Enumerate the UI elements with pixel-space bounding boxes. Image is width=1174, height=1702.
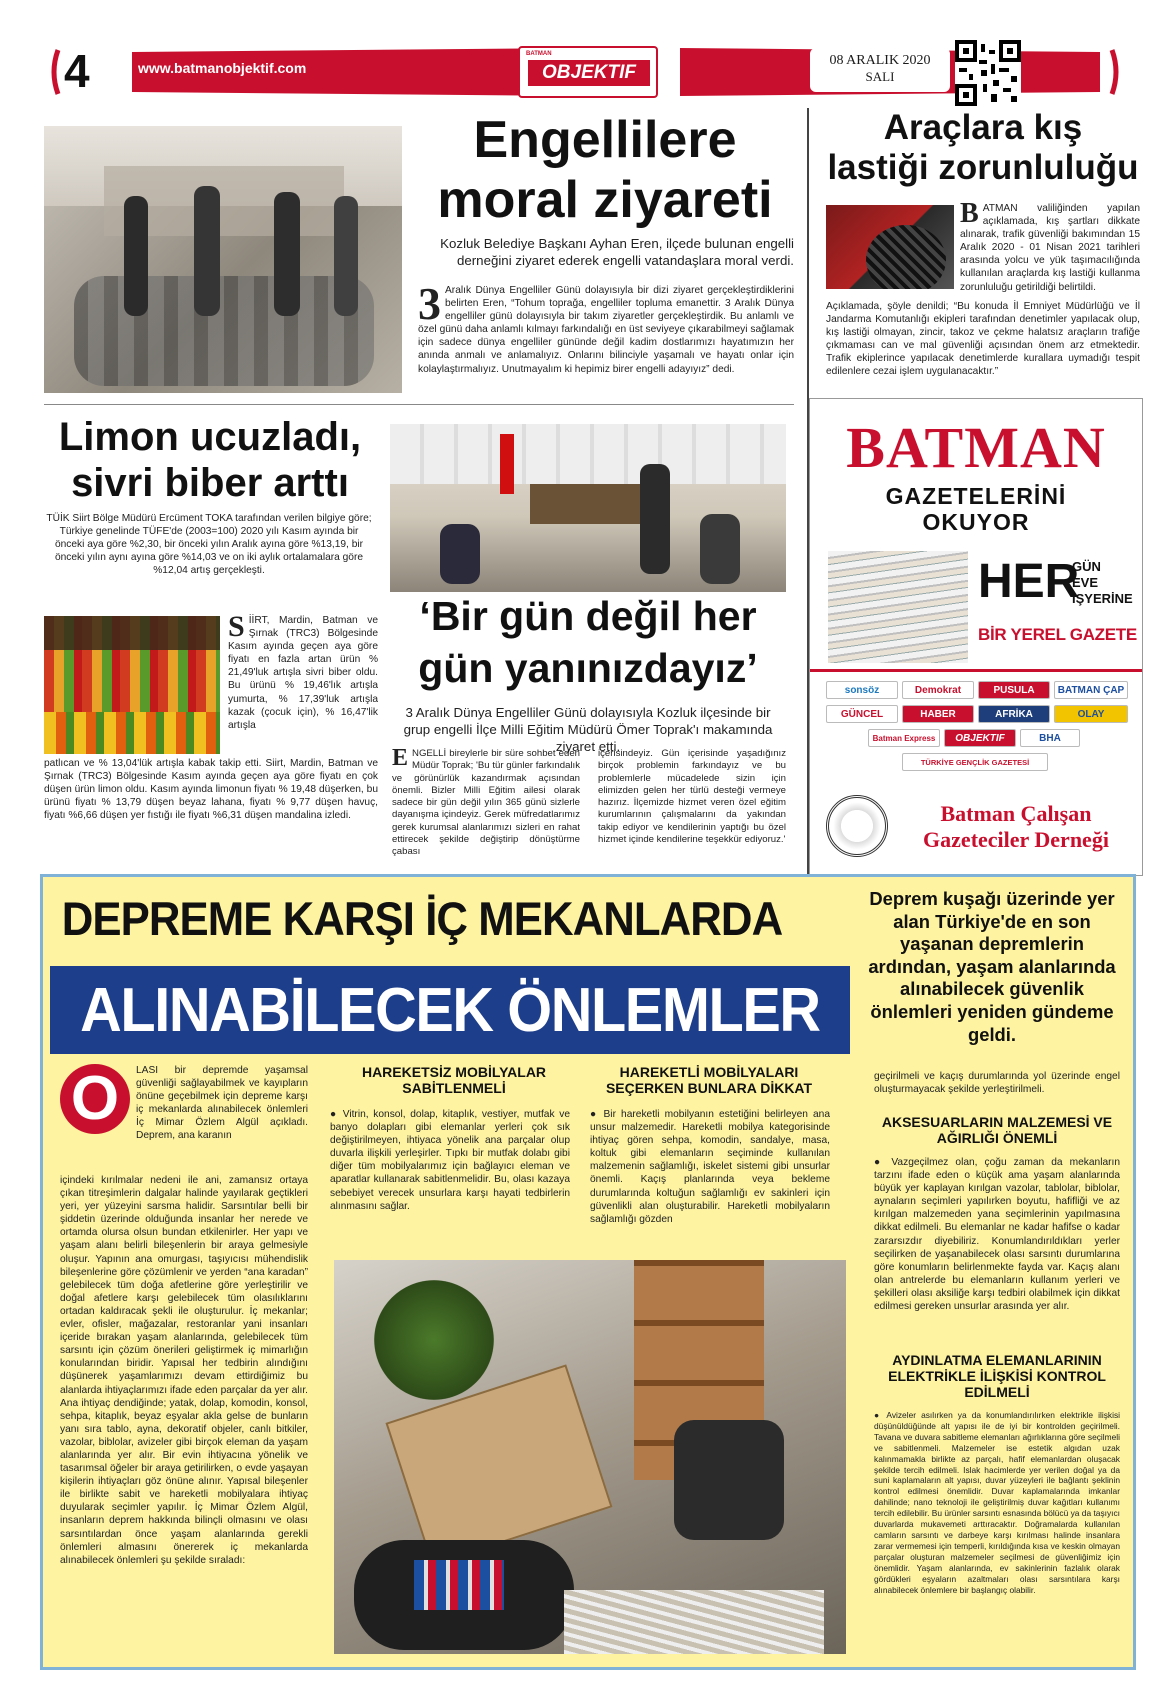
lighting-text: ● Avizeler asılırken ya da konumlandırılırken elektrikle ilişkisi düşünüldüğünde alt yapısı ile de iyi bir kontrolden geçirilmeli. Tavana ve duvara sabitleme elemanları ağırlıklarına göre seçilmeli ve sabitlenmeli. Malzemeler ise estetik algıdan uzak kalınmamakla birlikte az parçalı, hafif elemanlardan oluşacak şekilde tercih edilmeli. Islak hacimlerde yer verilen doğal ya da suni kaplamaların alt yapısı, duvar yüzeyleri ile bağlantı şeklinin kontrol edilmesi önemlidir. Duvar kaplamalarında imkanlar dahilinde; nano teknoloji ile geliştirilmiş duvar kağıtları kullanımı tercih edilebilir. Bu ürünler sarsıntı esnasında bölücü ya da taşıyıcı duvarlarda mukavemeti arttıracaktır. Doğramalarda kullanılan camların sarsıntı ve darbeye karşı kırılması halinde insanlara zarar vermemesi için temperli, kırıldığında kısa ve keskin olmayan parçalar oluşturan malzemeler seçilmesi de güvenliğimiz için önemlidir. Yaşam alanlarında, ev sakinlerinin fazlalık olarak gördükleri eşyaların azaltmaları olası sarsıntılara karşı alınabilecek önlemlere bir başlangıç olabilir.	[874, 1410, 1120, 1595]
visit-photo	[44, 126, 402, 393]
logo-haber: HABER	[902, 705, 974, 723]
page-number: 4	[64, 45, 90, 97]
logo-guncel: GÜNCEL	[826, 705, 898, 723]
section-rule	[44, 404, 794, 405]
article1-title	[410, 110, 800, 230]
heading-moving-furniture: HAREKETLİ MOBİLYALARI SEÇERKEN BUNLARA DİKKAT	[605, 1064, 813, 1096]
ad-eve: EVE	[1072, 575, 1099, 590]
logo-olay: OLAY	[1054, 705, 1128, 723]
article2-title	[818, 108, 1148, 188]
heading-static-furniture: HAREKETSİZ MOBİLYALAR SABİTLENMELİ	[361, 1064, 547, 1096]
article3-subtitle: TÜİK Siirt Bölge Müdürü Ercüment TOKA tarafından verilen bilgiye göre; Türkiye genelinde TÜFE'de (2003=100) 2020 yılı Kasım ayında bir önceki aya göre %2,30, bir önceki yılın Aralık ayına göre %13,19, bir önceki yılın aynı ayına göre %14,03 ve on iki aylık ortalamalara göre %12,04 artış gerçekleşti.	[46, 513, 372, 577]
qr-code-icon	[955, 40, 1021, 106]
logo-sonsoz: sonsöz	[826, 681, 898, 699]
logo-afrika: AFRİKA	[978, 705, 1050, 723]
masthead-logo-small: BATMAN	[526, 51, 552, 57]
article3-title-line2: sivri biber arttı	[71, 461, 349, 505]
article3-body-full: patlıcan ve % 13,04'lük artışla kabak takip etti. Siirt, Mardin, Batman ve Şırnak (TRC3) Bölgesinde Kasım ayında geçen aya göre fiyatı en çok düşen ürün limon oldu. Kasım ayında limonun fiyatı % 19,48 düşerken, bu ürünü fiyatı % 13,79 düşen beyaz lahana, fiyatı % 9,77 düşen havuç, fiyatı %6,66 düşen yer fıstığı ile fiyatı %6,31 düşen mandalina izledi.	[44, 758, 378, 822]
article4-col2: içerisindeyiz. Gün içerisinde yaşadığınız birçok problemin farkındayız ve bu problemlerle mücadelede sizin için elimizden gelen her türlü desteği vermeye hazırız. İlçemizde hizmet veren özel eğitim kurumlarının çalışmalarını da yakından takip ediyor ve kendilerinin yaptığı bu özel hizmet içinde kendilerine teşekkür ediyoruz.'	[598, 748, 786, 846]
ad-batman: BATMAN	[846, 415, 1106, 480]
feature-col1-body: içindeki kırılmalar nedeni ile ani, zamansız ortaya çıkan titreşimlerin dalgalar halinde yayılarak geçtikleri yeri, yer yüzeyini sarsma halidir. Sarsıntılar belli bir şiddetin üzerinde olduğunda insanlar her nerede ve ortamda olursa olsun bundan etkilenirler. Her yapı ve yaşam alanı belirli bileşenlerin bir araya gelmesiyle oluşur. Yapının ana omurgası, taşıyıcısı mühendislik bileşenlerine göre çözümlenir ve yerden “ana karadan” gelebilecek tüm doğa afetlerine göre yerleştirilir ve doğal afetlere karşı gelebilecek tüm olasılıklarını ortadan kaldıracak şekli ile oluşturulur. İç mekanlar; evler, ofisler, mağazalar, restoranlar yani insanları içeride bırakan yaşam alanlarında, gelebilecek tüm sarsıntı için çözüm önerileri geliştirmek iç mimarlığın konularından biridir. Yapısal her tedbirin alındığını düşünerek yaşamlarımızı devam ettirdiğimiz bu alanlarda ihtiyaçlarımızı ifade eden parçalar da yer alır. Ana ihtiyaç dendiğinde; yatak, dolap, komodin, konsol, sehpa, kitaplık, beyaz eşyalar akla gelse de bunların yanı sıra tablo, ayna, dekoratif objeler, canlı bitkiler, vazolar, biblolar, avizeler gibi birçok eleman da yaşam alanlarında yer alır. Bir evin ihtiyacına yönelik ve tasarımsal öğeler bir araya getirilirken, o evde yaşayan kişilerin ihtiyaçları göz önüne alınır. Yapısal bileşenler ile birlikte sabit ve hareketli mobilyalara ihtiyaç duyularak seçimler yapılır. İç Mimar Özlem Algül, insanların deprem hakkında bilinçli olmasını ve olası sarsıntılardan önce yaşam alanlarında gerekli önlemleri almasını önererek iç mekanlarda alınabilecek önlemleri şu şekilde sıraladı:	[60, 1175, 308, 1566]
ad-block	[809, 398, 1143, 876]
date: 08 ARALIK 2020	[829, 53, 931, 68]
assoc-line2: Gazeteciler Derneği	[923, 827, 1109, 852]
article1-body	[418, 284, 794, 399]
assoc-line1: Batman Çalışan	[940, 801, 1092, 826]
moving-furniture-text: ● Bir hareketli mobilyanın estetiğini belirleyen ana unsur malzemedir. Hareketli mobilya kategorisinde ihtiyaç gören sehpa, komodin, sandalye, masa, koltuk gibi elemanların seçiminde kullanılan malzemenin sağlamlığı, iskelet sistemi gibi unsurlar önemli. Kaçış planlarında veya bekleme durumlarında koltuğun sağlamlığı ev sakinleri için güvenlikli alan oluşturabilir. Hareketli mobilyaların sağlamlığı gözden	[590, 1109, 830, 1225]
article4-title-line1: ‘Bir gün değil her	[419, 593, 757, 639]
article1-dropcap: 3	[418, 284, 441, 329]
ad-line2: GAZETELERİNİ	[885, 483, 1067, 509]
article2-body-top	[960, 202, 1140, 298]
article4-col1	[392, 748, 580, 872]
article2-title-line1: Araçlara kış	[883, 108, 1083, 147]
article2-dropcap: B	[960, 202, 979, 229]
tire-photo	[826, 205, 954, 289]
static-furniture-body: Vitrin, konsol, dolap, kitaplık, vestiyer, mutfak ve banyo dolapları gibi elemanlar yerleri çok sık değiştirilmeyen, ihtiyaca yönelik ana parçalar olup duvarla ilişkili yerleşirler. Tıpkı bir mutfak dolabı gibi diğer tüm mobilyalarımız için bağlayıcı eleman ve aparatlar kullanarak sabitlenmelidir. Bu, olası kazaya sebebiyet verecek unsurlara karşı hayati tedbirlerin alınmasını sağlar.	[330, 1109, 570, 1212]
produce-photo	[44, 616, 220, 754]
heading-lighting: AYDINLATMA ELEMANLARININ ELEKTRİKLE İLİŞKİSİ KONTROL EDİLMELİ	[888, 1352, 1106, 1400]
article3-dropcap: S	[228, 614, 245, 643]
website[interactable]: www.batmanobjektif.com	[138, 60, 307, 76]
article1-title-line2: moral ziyareti	[437, 171, 773, 229]
logo-batman-cap: BATMAN ÇAP	[1054, 681, 1128, 699]
ad-isyerine: İŞYERİNE	[1072, 591, 1133, 606]
association-seal-icon	[826, 795, 888, 857]
feature-title-line1: DEPREME KARŞI İÇ MEKANLARDA	[61, 892, 783, 945]
accessories-body: Vazgeçilmez olan, çoğu zaman da mekanların tarzını ifade eden o küçük ama yaşam alanlarında büyük yer kaplayan kırılgan vazolar, tablolar, biblolar, aynaların seçimleri yapılırken boyutu, hafifliği ve az kırılgan malzemeden yana seçimlerinin yapılmasına dikkat edilmeli. Bu elemanlar ne kadar hafifse o kadar zararsızdır diyebiliriz. Konumlandırıldıkları yerler seçilirken de yaşanabilecek olası sarsıntı durumlarına göre konumların belirlenmekte fayda var. Kaçış alanı olan antrelerde bu elemanların kullanım yerleri ve şekilleri olası aksiliğe karşı tedbiri olabilmek için dikkat edilmesi gereken unsurlar arasında yer alır.	[874, 1157, 1120, 1313]
ad-line3: OKUYOR	[922, 509, 1030, 535]
article3-body-side	[228, 614, 378, 754]
article3-title-line1: Limon ucuzladı,	[58, 415, 362, 459]
masthead-logo	[518, 46, 658, 98]
lighting-body: Avizeler asılırken ya da konumlandırılırken elektrikle ilişkisi düşünüldüğünde alt yapısı ile de iyi bir kontrolden geçirilmeli. Tavana ve duvara sabitleme elemanları ağırlıklarına göre seçilmeli ve sabitlenmeli. Malzemeler ise estetik algıdan uzak kalınmamakla birlikte az parçalı, hafif elemanlardan oluşacak şekilde tercih edilmeli. Islak hacimlerde yer verilen doğal ya da suni kaplamaların alt yapısı, duvar yüzeyleri ile bağlantı şeklinin kontrol edilmesi önemlidir. Duvar kaplamalarında imkanlar dahilinde; nano teknoloji ile geliştirilmiş duvar kağıtları kullanımı tercih edilebilir. Bu ürünler sarsıntı esnasında bölücü ya da taşıyıcı duvarlarda mukavemeti arttıracaktır. Doğramalarda kullanılan camların sarsıntı ve darbeye karşı kırılması halinde insanlara zarar vermemesi için temperli, kırıldığında kısa ve keskin olmayan parçalar oluşturan malzemeler seçilmesi de güvenliğimiz için önemlidir. Yaşam alanlarında, ev sakinlerinin fazlalık olarak gördükleri eşyaların azaltmaları olası sarsıntılara karşı alınabilecek önlemlere bir başlangıç olabilir.	[874, 1410, 1120, 1595]
feature-col4-top: geçirilmeli ve kaçış durumlarında yol üzerinde engel oluşturmayacak şekilde yerleştirilmeli.	[874, 1071, 1120, 1096]
feature-col1-top-text: LASI bir depremde yaşamsal güvenliği sağlayabilmek ve kayıpların önüne geçebilmek için depreme karşı iç mekanlarda alınabilecek önlemleri İç Mimar Özlem Algül açıkladı. Deprem, ana karanın	[136, 1065, 308, 1142]
article4-subtitle: 3 Aralık Dünya Engelliler Günü dolayısıyla Kozluk ilçesinde bir grup engelli İlçe Milli Eğitim Müdürü Ömer Toprak'ı makamında ziyaret etti.	[403, 705, 773, 754]
damaged-office-photo	[334, 1260, 846, 1654]
article3-title	[40, 414, 380, 506]
article4-col1-text: NGELLİ bireylerle bir süre sohbet eden Müdür Toprak; 'Bu tür günler farkındalık ve görünürlük kazandırmak açısından önemli. Bizler Milli Eğitim ailesi olarak sadece bir gün değil yılın 365 günü sizlerle dayanışma içindeyiz. Gerek müfredatlarımız gerek kurumsal alanlarımızı sizleri en rahat ettirecek şekilde değiştirip dönüştürme çabası	[392, 748, 580, 858]
feature-dropcap: O	[60, 1064, 130, 1134]
date-box	[810, 48, 950, 92]
office-visit-photo	[390, 424, 786, 592]
feature-col1-top	[60, 1064, 308, 1174]
ad-yerel: BİR YEREL GAZETE	[978, 625, 1137, 644]
accessories-text: ● Vazgeçilmez olan, çoğu zaman da mekanların tarzını ifade eden o küçük ama yaşam alanlarında büyük yer kaplayan kırılgan vazolar, tablolar, biblolar, aynaların seçimleri yapılırken boyutu, hafifliği ve az kırılgan malzemeden yana seçimlerinin yapılmasına dikkat edilmeli. Bu elemanlar ne kadar hafifse o kadar zararsızdır diyebiliriz. Konumlandırıldıkları yerler seçilirken de yaşanabilecek olası sarsıntı durumlarına göre konumların belirlenmekte fayda var. Kaçış alanı olan antrelerde bu elemanların kullanım yerleri ve şekilleri olası aksiliğe karşı tedbiri olabilmek için dikkat edilmesi gereken unsurlar arasında yer alır.	[874, 1157, 1120, 1313]
ad-her: HER	[978, 555, 1080, 608]
article1-subtitle: Kozluk Belediye Başkanı Ayhan Eren, ilçede bulunan engelli derneğini ziyaret ederek engelli vatandaşlara moral verdi.	[440, 236, 794, 268]
article4-title-line2: gün yanınızdayız’	[418, 645, 758, 691]
article1-body-text: Aralık Dünya Engelliler Günü dolayısıyla bir dizi ziyaret gerçekleştirdiklerini belirten Eren, “Tohum toprağa, engelliler topluma emanettir. 3 Aralık Dünya engelliler günü dolayısıyla bir takım ziyaretler gerçekleştirdik. Bu anlamlı ve özel günü daha anlamlı kılmayı farkındalığı en üst seviyeye çıkarabilmeyi sağlamak için sadece dünya engelliler gününde değil kadim dostlarımızı hayatımızın her anında anmalı ve anlamalıyız. Onlarını bilinciyle yaşamalı ve hayatı onlar için kolaylaştırmalıyız. Unutmayalım ki hepimiz birer engelli adayıyız” dedi.	[418, 285, 794, 375]
logo-demokrat: Demokrat	[902, 681, 974, 699]
static-furniture-text: ● Vitrin, konsol, dolap, kitaplık, vestiyer, mutfak ve banyo dolapları gibi elemanlar yerleri çok sık değiştirilmeyen, ihtiyaca yönelik ana parçalar olup duvarla ilişkili yerleşirler. Tıpkı bir mutfak dolabı gibi diğer tüm mobilyalarımız için bağlayıcı eleman ve aparatlar kullanarak sabitlenmelidir. Bu, olası kazaya sebebiyet verecek unsurlara karşı hayati tedbirlerin alınmasını sağlar.	[330, 1109, 570, 1212]
article2-body-bottom: Açıklamada, şöyle denildi; “Bu konuda İl Emniyet Müdürlüğü ve İl Jandarma Komutanlığı ekipleri tarafından denetimler yapılacak olup, kış lastiği olmayan, zincir, takoz ve çekme halatsız araçların trafiğe çıkmaması can ve mal güvenliği açısından önem arz etmektedir. Trafik ekiplerince yapılacak denetimlerde kurallara uymadığı tespit edilenlere cezai işlem uygulanacaktır.”	[826, 301, 1140, 378]
ad-rule	[810, 669, 1142, 672]
article3-body-side-text: İİRT, Mardin, Batman ve Şırnak (TRC3) Bölgesinde Kasım ayında geçen aya göre fiyatı en fazla artan ürün % 21,49'luk artışla sivri biber oldu. Bu ürünü % 19,46'lık artışla yumurta, % 17,39'luk artışla kazak (çocuk için), % 16,47'lik artışla	[228, 615, 378, 731]
logo-objektif: OBJEKTIF	[944, 729, 1016, 747]
article2-body-top-text: ATMAN valiliğinden yapılan açıklamada, kış şartları dikkate alınarak, trafik güvenliği bakımından 15 Aralık 2020 - 01 Nisan 2021 tarihleri arasında yolcu ve yük taşımacılığında kullanılan araçlarda kış lastiği kullanma zorunluluğu getirildiği belirtildi.	[960, 203, 1140, 293]
day: SALI	[865, 69, 895, 84]
logo-turkiye-genclik: TÜRKİYE GENÇLİK GAZETESİ	[902, 753, 1048, 771]
feature-deck: Deprem kuşağı üzerinde yer alan Türkiye'de en son yaşanan depremlerin ardından, yaşam alanlarında alınabilecek güvenlik önlemleri yeniden gündeme geldi.	[868, 888, 1116, 1045]
moving-furniture-body: Bir hareketli mobilyanın estetiğini belirleyen ana unsur malzemedir. Hareketli mobilya kategorisinde ihtiyaç gören sehpa, komodin, sandalye, masa, koltuk gibi elemanların seçiminde kullanılan malzemenin sağlamlığı, iskelet sistemi gibi unsurlar önemli. Kaçış planlarında veya bekleme durumlarında koltuğun sağlamlığı ev sakinleri için güvenlikli alan oluşturabilir. Hareketli mobilyaların sağlamlığı gözden	[590, 1109, 830, 1225]
article4-title	[390, 590, 786, 694]
heading-accessories: AKSESUARLARIN MALZEMESİ VE AĞIRLIĞI ÖNEMLİ	[881, 1114, 1113, 1146]
logo-pusula: PUSULA	[978, 681, 1050, 699]
feature-title-line2: ALINABİLECEK ÖNLEMLER	[80, 976, 820, 1045]
article2-title-line2: lastiği zorunluluğu	[827, 148, 1139, 187]
masthead-logo-text: OBJEKTIF	[528, 60, 650, 86]
article4-dropcap: E	[392, 748, 409, 771]
header-band	[40, 44, 1135, 100]
ad-gun: GÜN	[1072, 559, 1101, 574]
article1-title-line1: Engellilere	[473, 111, 737, 169]
newspaper-stack-image	[828, 551, 968, 663]
logo-batman-express: Batman Express	[868, 729, 940, 747]
logo-bha: BHA	[1020, 729, 1080, 747]
